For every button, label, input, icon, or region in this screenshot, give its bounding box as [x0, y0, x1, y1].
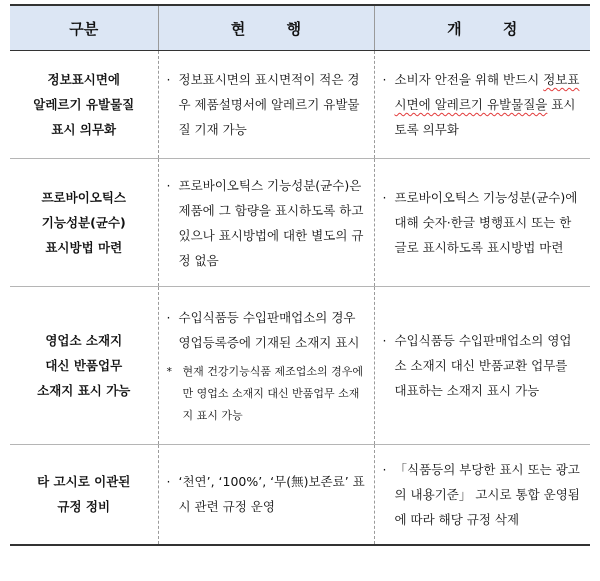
current-cell: [158, 51, 374, 159]
category-line: 알레르기 유발물질: [33, 97, 135, 112]
category-line: 표시방법 마련: [45, 240, 123, 255]
bullet: ·: [382, 333, 387, 348]
header-row: [10, 5, 590, 51]
revised-item: [383, 185, 583, 260]
table-row: [10, 159, 590, 287]
header-current: 현 행: [158, 5, 374, 51]
table-row: [10, 51, 590, 159]
comparison-table: [10, 4, 590, 546]
current-text: ‘천연’, ‘100%’, ‘무(無)보존료’ 표시 관련 규정 운영: [178, 474, 365, 515]
current-cell: [158, 287, 374, 445]
bullet: ·: [382, 190, 387, 205]
bullet: ·: [166, 177, 171, 193]
header-revised: 개 정: [374, 5, 590, 51]
bullet: ·: [166, 474, 171, 490]
revised-text-emphasis: 정보표시면에 알레르기 유발물질을: [394, 72, 580, 112]
category-line: 타 고시로 이관된: [37, 474, 131, 490]
table-row: [10, 287, 590, 445]
revised-item: [383, 67, 583, 142]
revised-text: 수입식품등 수입판매업소의 영업소 소재지 대신 반품교환 업무를 대표하는 소재지 표시 가능: [394, 333, 572, 398]
revised-text: 「식품등의 부당한 표시 또는 광고의 내용기준」 고시로 통합 운영됨에 따라 해당 규정 삭제: [394, 461, 580, 527]
bullet: ·: [166, 72, 171, 87]
category-line: 대신 반품업무: [45, 358, 123, 373]
revised-item: [383, 328, 583, 403]
note-mark: *: [166, 364, 172, 378]
revised-cell: [374, 51, 590, 159]
bullet: ·: [382, 72, 387, 87]
category-cell: [10, 51, 158, 159]
current-cell: [158, 159, 374, 287]
table-row: [10, 445, 590, 545]
category-cell: [10, 445, 158, 545]
current-item: [167, 173, 366, 273]
revised-item: [383, 457, 583, 532]
revised-cell: [374, 287, 590, 445]
current-text: 프로바이오틱스 기능성분(균수)은 제품에 그 함량을 표시하도록 하고 있으나 표시방법에 대한 별도의 규정 없음: [178, 177, 364, 268]
category-line: 프로바이오틱스: [41, 190, 127, 205]
bullet: ·: [382, 461, 387, 477]
category-line: 영업소 소재지: [45, 333, 123, 348]
header-category: 구분: [10, 5, 158, 51]
category-line: 정보표시면에: [47, 72, 120, 87]
current-cell: [158, 445, 374, 545]
revised-text: 프로바이오틱스 기능성분(균수)에 대해 숫자·한글 병행표시 또는 한글로 표시하도록 표시방법 마련: [394, 190, 578, 255]
current-text: 정보표시면의 표시면적이 적은 경우 제품설명서에 알레르기 유발물질 기재 가능: [178, 72, 360, 137]
revised-text-after: 표시토록 의무화: [394, 97, 576, 137]
current-item: [167, 305, 366, 355]
category-line: 규정 정비: [57, 499, 111, 515]
revised-cell: [374, 445, 590, 545]
category-cell: [10, 159, 158, 287]
revised-text-before: 소비자 안전을 위해 반드시: [394, 72, 544, 87]
current-item: [167, 67, 366, 142]
current-text: 수입식품등 수입판매업소의 경우 영업등록증에 기재된 소재지 표시: [178, 309, 360, 350]
category-line: 기능성분(균수): [41, 215, 126, 230]
revised-cell: [374, 159, 590, 287]
category-line: 소재지 표시 가능: [37, 383, 131, 398]
category-line: 표시 의무화: [51, 122, 117, 137]
revised-text: [395, 67, 583, 142]
current-item: [167, 469, 366, 519]
current-note: [167, 361, 366, 427]
note-text: 현재 건강기능식품 제조업소의 경우에만 영업소 소재지 대신 반품업무 소재지 표시 가능: [182, 364, 364, 422]
category-cell: [10, 287, 158, 445]
bullet: ·: [166, 309, 171, 325]
